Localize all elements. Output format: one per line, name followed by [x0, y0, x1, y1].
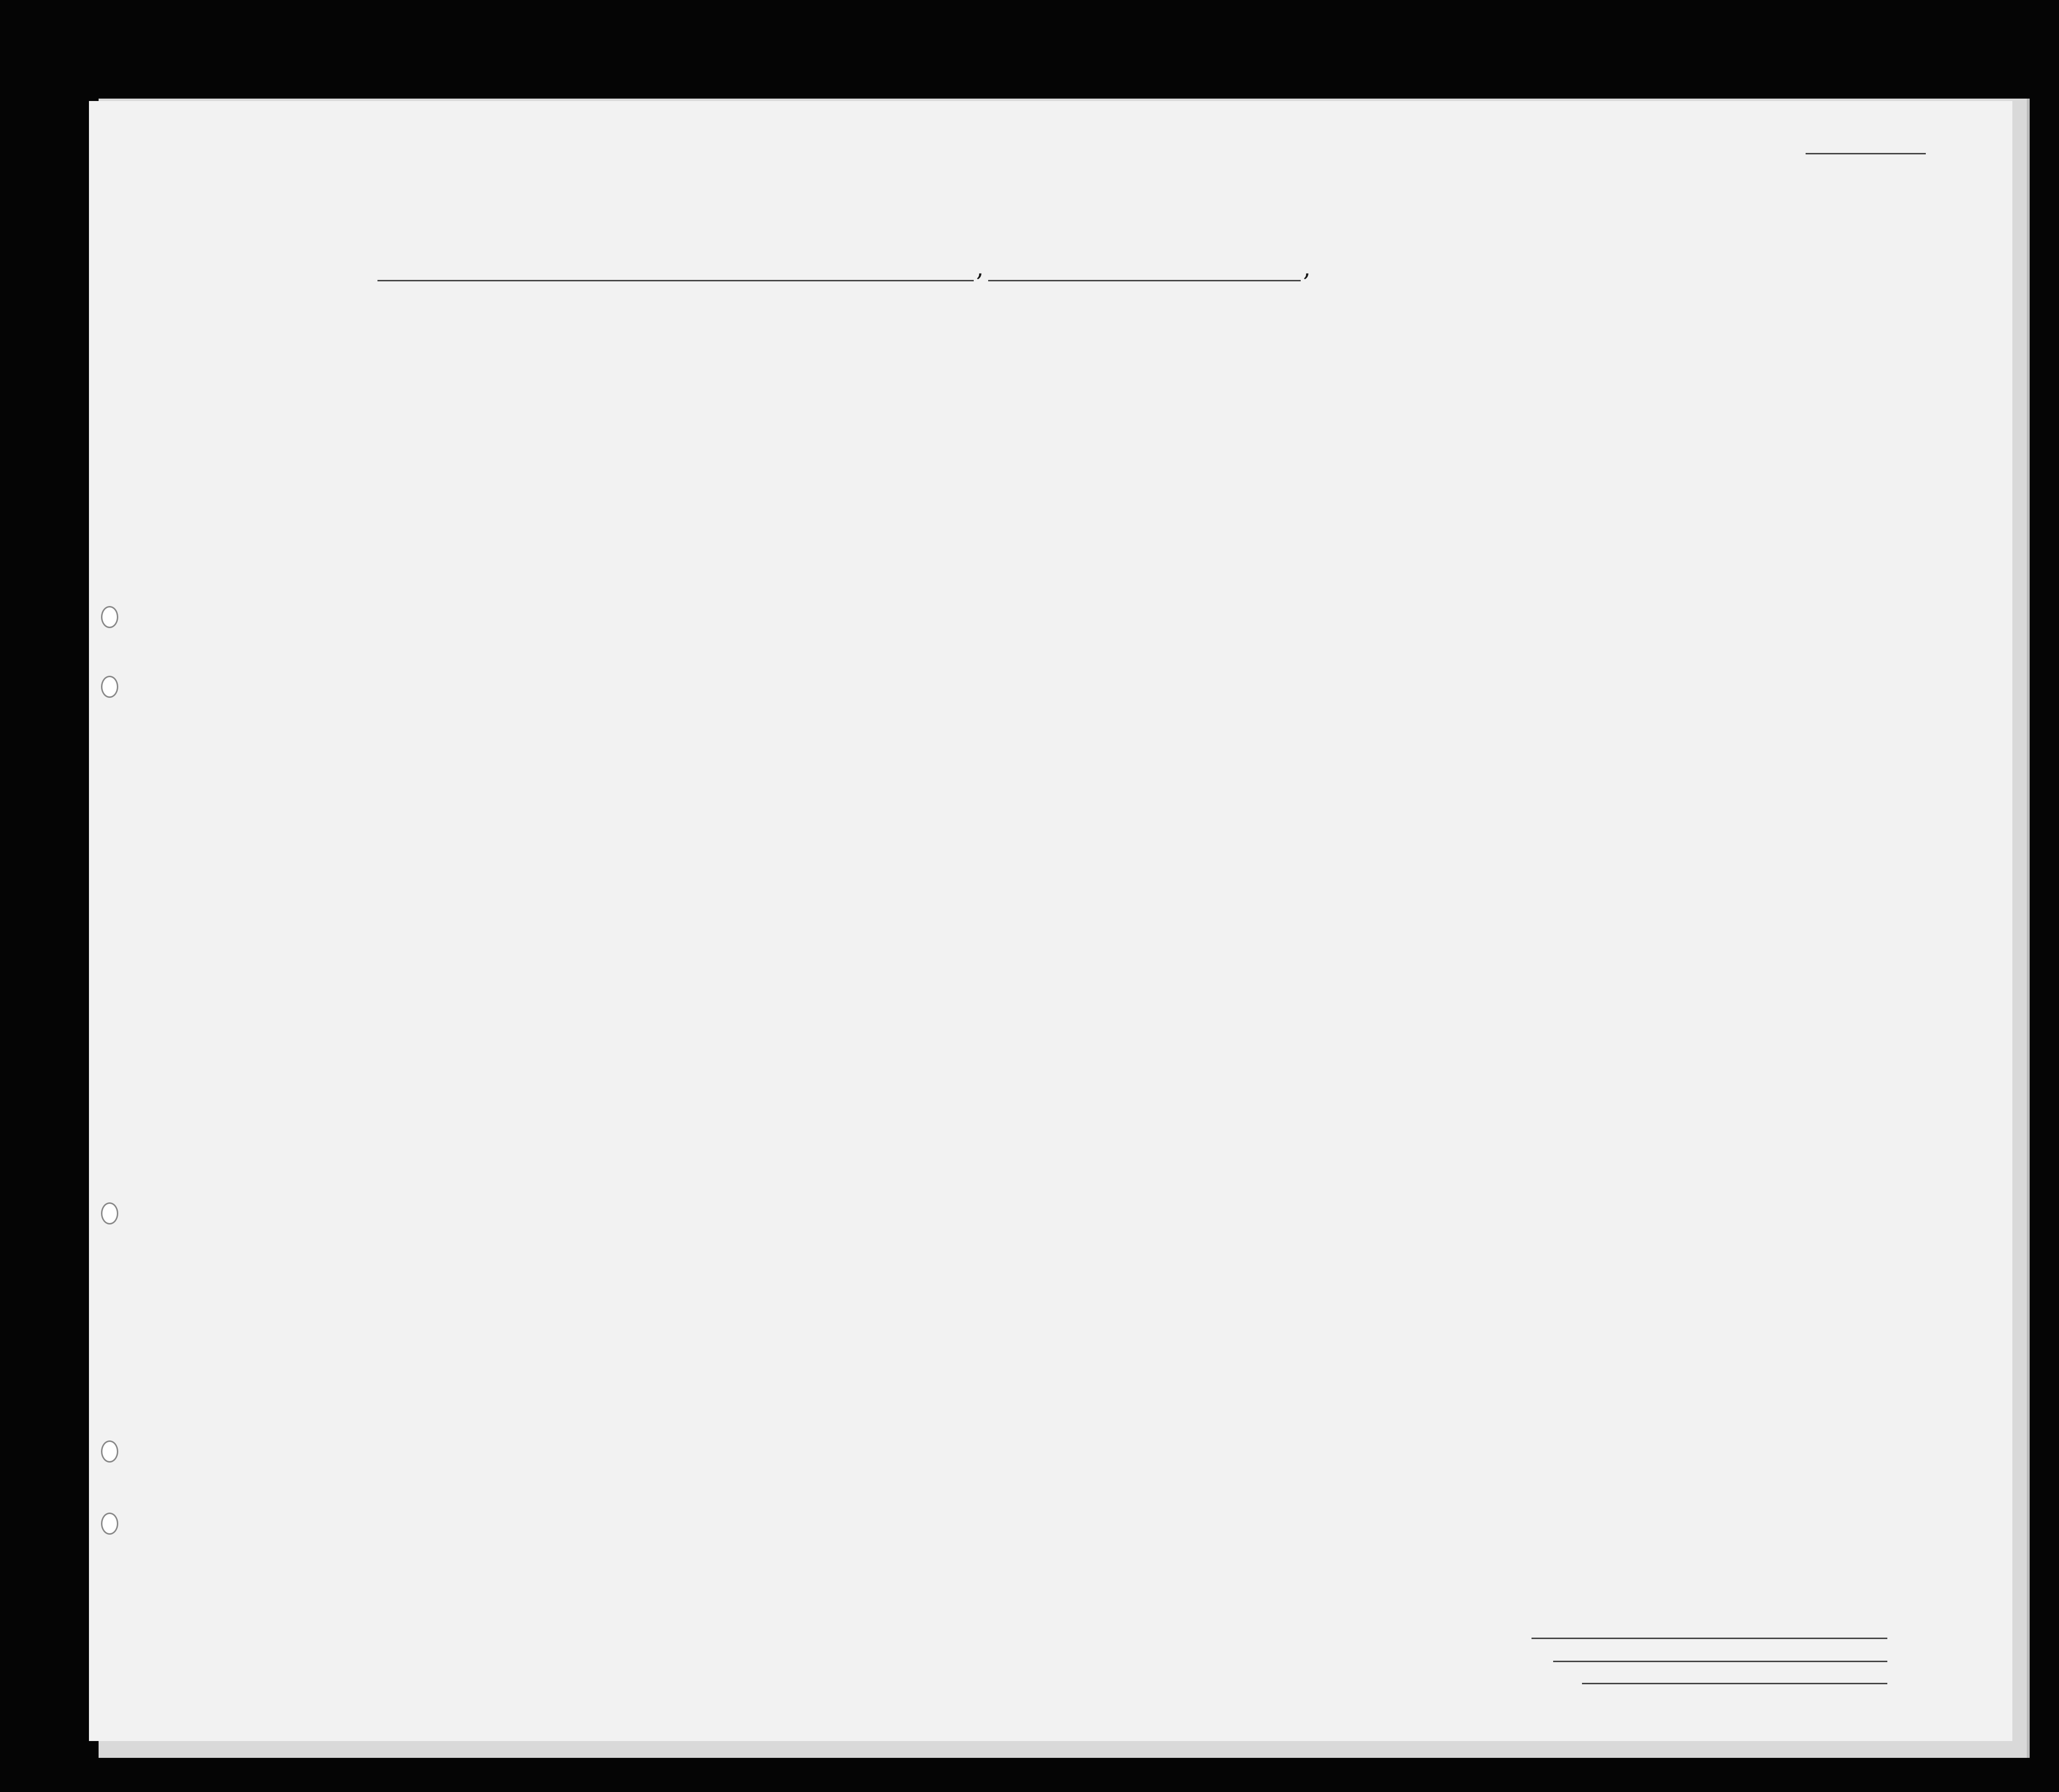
binder-hole [101, 1513, 118, 1535]
manifest-sheet [89, 101, 2012, 1741]
comma: , [976, 254, 984, 282]
binder-hole [101, 606, 118, 628]
binder-hole [101, 676, 118, 698]
binder-hole [101, 1440, 118, 1463]
comma2: , [1303, 254, 1311, 282]
binder-hole [101, 1202, 118, 1224]
owners-underline [1553, 1661, 1887, 1662]
table-grid [89, 101, 2012, 1741]
agents-underline [1582, 1683, 1887, 1684]
line-underline [1532, 1638, 1887, 1639]
